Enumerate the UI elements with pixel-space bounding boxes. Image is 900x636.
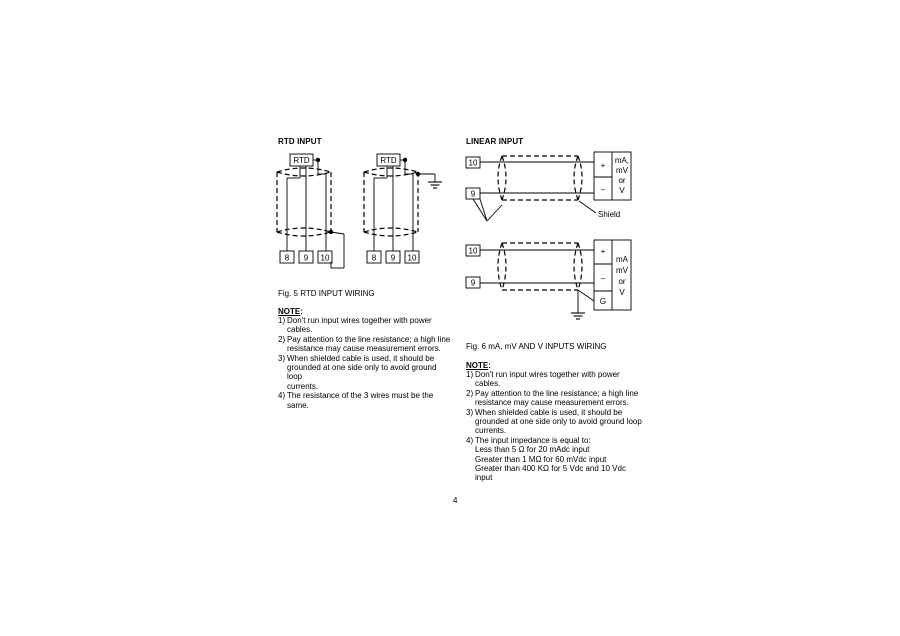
rtd-diagram-2 xyxy=(364,154,442,263)
linear2-source-label-4: V xyxy=(619,288,625,297)
note-right-list xyxy=(466,370,651,483)
linear1-source-label-2: mV xyxy=(616,166,628,175)
rtd2-terminal-9: 9 xyxy=(390,253,396,263)
fig5-caption: Fig. 5 RTD INPUT WIRING xyxy=(278,289,375,298)
rtd1-terminal-9: 9 xyxy=(303,253,309,263)
linear-input-heading: LINEAR INPUT xyxy=(466,137,524,146)
note-left-item-2: 2) Pay attention to the line resistance; a high line resistance may cause measurement errors. xyxy=(278,334,451,354)
rtd-shield-1 xyxy=(277,168,331,236)
note-left-item-4: 4) The resistance of the 3 wires must be the same. xyxy=(278,391,434,410)
note-right-item-2: 2) Pay attention to the line resistance; a high line resistance may cause measurement errors. xyxy=(466,388,639,408)
fig6-caption: Fig. 6 mA, mV AND V INPUTS WIRING xyxy=(466,342,607,351)
rtd1-terminal-8: 8 xyxy=(284,253,290,263)
rtd-sensor-label-1: RTD xyxy=(293,156,310,165)
note-right-item-1: 1) Don't run input wires together with power cables. xyxy=(466,370,620,389)
rtd2-terminal-10: 10 xyxy=(407,253,417,263)
note-right-item-4: 4) The input impedance is equal to: Less than 5 Ω for 20 mAdc input Greater than 1 MΩ for 60 mVdc input Greater than 400 KΩ for 5 Vdc and 10 Vdc input xyxy=(466,435,626,483)
page-number: 4 xyxy=(453,496,458,505)
rtd1-terminal-10: 10 xyxy=(320,253,330,263)
linear1-plus: + xyxy=(600,161,606,170)
linear2-ground-label: G xyxy=(599,297,607,306)
linear1-source-label-4: V xyxy=(619,186,625,195)
rtd-shield-2 xyxy=(364,168,418,236)
linear2-terminal-9: 9 xyxy=(470,278,476,288)
linear2-source-label-3: or xyxy=(618,277,626,286)
shield-label: Shield xyxy=(598,210,621,219)
note-left xyxy=(278,307,453,410)
rtd-sensor-label-2: RTD xyxy=(380,156,397,165)
rtd-diagram-1 xyxy=(277,154,344,268)
linear2-minus: – xyxy=(600,274,606,283)
linear2-source-label-2: mV xyxy=(616,266,628,275)
linear1-terminal-9: 9 xyxy=(470,189,476,199)
note-left-list xyxy=(278,316,453,410)
linear2-terminal-10: 10 xyxy=(468,246,478,256)
rtd-input-heading: RTD INPUT xyxy=(278,137,322,146)
note-right-item-3: 3) When shielded cable is used, it should be grounded at one side only to avoid ground loop currents. xyxy=(466,407,642,436)
note-right xyxy=(466,361,651,483)
rtd2-terminal-8: 8 xyxy=(371,253,377,263)
linear1-terminal-10: 10 xyxy=(468,158,478,168)
linear1-source-label-1: mA, xyxy=(614,156,630,165)
note-left-item-1: 1) Don't run input wires together with power cables. xyxy=(278,316,432,335)
note-left-item-3: 3) When shielded cable is used, it should be grounded at one side only to avoid ground loop currents. xyxy=(278,353,437,391)
linear1-minus: – xyxy=(600,185,606,194)
linear1-source-label-3: or xyxy=(618,176,626,185)
linear2-source-label-1: mA xyxy=(616,255,628,264)
linear-diagram-2 xyxy=(466,240,631,319)
note-left-title: NOTE: xyxy=(278,307,303,316)
linear2-plus: + xyxy=(600,247,606,256)
note-right-title: NOTE: xyxy=(466,361,491,370)
